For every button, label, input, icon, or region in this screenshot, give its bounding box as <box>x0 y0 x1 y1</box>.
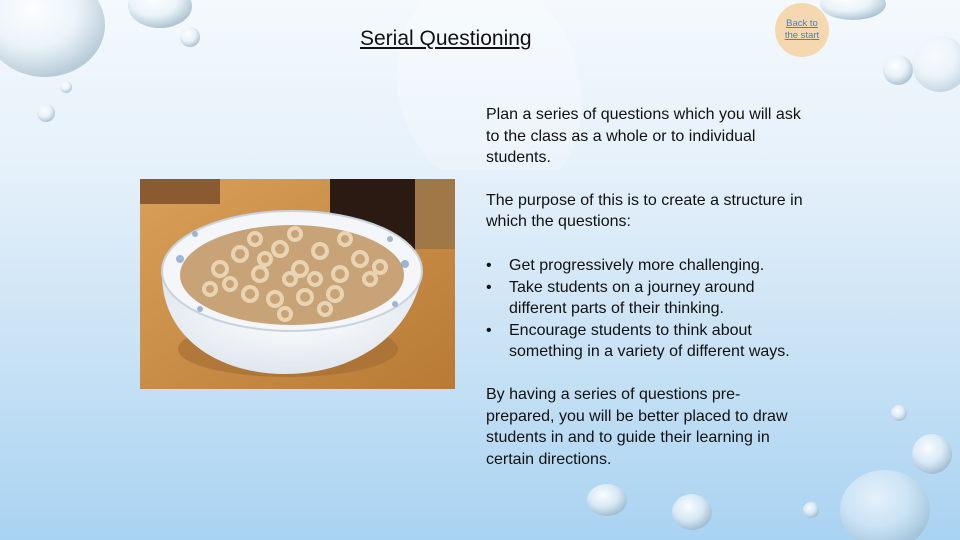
intro-paragraph: Plan a series of questions which you will ask to the class as a whole or to individual students. <box>486 106 801 167</box>
purpose-paragraph: The purpose of this is to create a structure in which the questions: <box>486 191 803 231</box>
cereal-bowl-image <box>140 179 455 389</box>
slide-title: Serial Questioning <box>360 27 532 50</box>
back-to-start-label <box>781 18 823 42</box>
list-item <box>486 277 806 320</box>
bullet-marker: • <box>486 278 492 296</box>
bullet-text: Encourage students to think about something in a variety of different ways. <box>509 321 790 361</box>
back-label-line2: the start <box>784 30 820 41</box>
back-to-start-button[interactable] <box>775 3 829 57</box>
slide-body <box>486 104 806 470</box>
bullet-list <box>486 255 806 363</box>
bullet-text: Get progressively more challenging. <box>509 256 765 274</box>
list-item <box>486 320 806 363</box>
bullet-marker: • <box>486 321 492 339</box>
bullet-text: Take students on a journey around different parts of their thinking. <box>509 278 755 318</box>
closing-paragraph: By having a series of questions pre-prepared, you will be better placed to draw students in and to guide their learning in certain directions. <box>486 385 788 468</box>
back-label-line1: Back to <box>786 18 818 29</box>
bullet-marker: • <box>486 256 492 274</box>
list-item <box>486 255 806 277</box>
